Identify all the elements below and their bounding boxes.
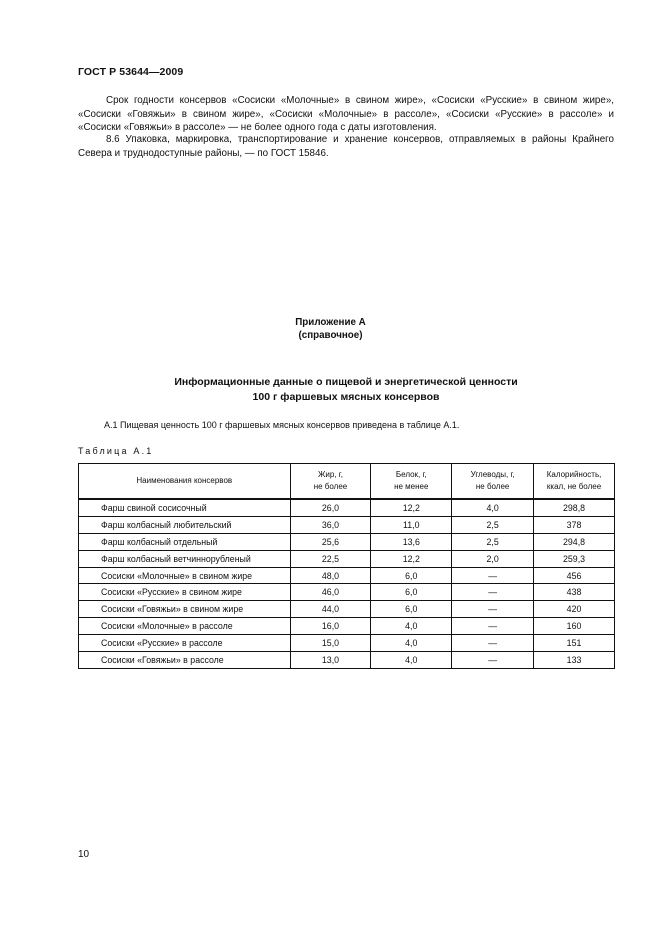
value-cell: 4,0 xyxy=(452,499,534,516)
value-cell: 438 xyxy=(534,584,615,601)
value-cell: 48,0 xyxy=(290,567,371,584)
value-cell: 2,5 xyxy=(452,533,534,550)
table-row xyxy=(79,516,615,533)
table-body xyxy=(79,499,615,668)
product-name-cell: Фарш колбасный любительский xyxy=(79,516,291,533)
value-cell: 2,0 xyxy=(452,550,534,567)
value-cell: — xyxy=(452,618,534,635)
table-header-row xyxy=(79,464,615,500)
value-cell: 4,0 xyxy=(371,618,452,635)
appendix-type: (справочное) xyxy=(298,330,363,341)
appendix-title-line-1: Информационные данные о пищевой и энергетической ценности xyxy=(174,376,518,388)
value-cell: — xyxy=(452,584,534,601)
table-header-cell: Жир, г, не более xyxy=(290,464,371,500)
appendix-title-line-2: 100 г фаршевых мясных консервов xyxy=(252,391,440,403)
value-cell: 25,6 xyxy=(290,533,371,550)
table-row xyxy=(79,635,615,652)
product-name-cell: Сосиски «Русские» в свином жире xyxy=(79,584,291,601)
value-cell: 2,5 xyxy=(452,516,534,533)
value-cell: 151 xyxy=(534,635,615,652)
document-header: ГОСТ Р 53644—2009 xyxy=(78,66,184,78)
paragraph-packaging xyxy=(78,133,614,160)
product-name-cell: Сосиски «Русские» в рассоле xyxy=(79,635,291,652)
paragraph-text: Срок годности консервов «Сосиски «Молочные» в свином жире», «Сосиски «Русские» в свином жире», «Сосиски «Говяжьи» в свином жире», «Сосиски «Молочные» в рассоле», «Сосиски «Русские» в рассоле» и «Сосиски «Говяжьи» в рассоле» — не более одного года с даты изготовления. xyxy=(78,95,614,133)
table-row xyxy=(79,499,615,516)
product-name-cell: Сосиски «Молочные» в рассоле xyxy=(79,618,291,635)
table-intro: А.1 Пищевая ценность 100 г фаршевых мясных консервов приведена в таблице А.1. xyxy=(104,420,460,430)
value-cell: 420 xyxy=(534,601,615,618)
value-cell: 259,3 xyxy=(534,550,615,567)
product-name-cell: Сосиски «Говяжьи» в свином жире xyxy=(79,601,291,618)
product-name-cell: Фарш колбасный отдельный xyxy=(79,533,291,550)
page-number: 10 xyxy=(78,849,90,860)
value-cell: 6,0 xyxy=(371,584,452,601)
value-cell: 4,0 xyxy=(371,652,452,669)
table-row xyxy=(79,601,615,618)
value-cell: 456 xyxy=(534,567,615,584)
value-cell: — xyxy=(452,567,534,584)
table-header-cell: Наименования консервов xyxy=(79,464,291,500)
value-cell: 44,0 xyxy=(290,601,371,618)
value-cell: 36,0 xyxy=(290,516,371,533)
paragraph-shelf-life xyxy=(78,94,614,135)
table-row xyxy=(79,550,615,567)
product-name-cell: Сосиски «Говяжьи» в рассоле xyxy=(79,652,291,669)
value-cell: 12,2 xyxy=(371,550,452,567)
table-row xyxy=(79,533,615,550)
value-cell: — xyxy=(452,652,534,669)
value-cell: — xyxy=(452,635,534,652)
value-cell: 22,5 xyxy=(290,550,371,567)
value-cell: 4,0 xyxy=(371,635,452,652)
product-name-cell: Фарш свиной сосисочный xyxy=(79,499,291,516)
value-cell: 298,8 xyxy=(534,499,615,516)
table-header-cell: Углеводы, г, не более xyxy=(452,464,534,500)
value-cell: 6,0 xyxy=(371,601,452,618)
value-cell: 26,0 xyxy=(290,499,371,516)
table-header-cell: Калорийность, ккал, не более xyxy=(534,464,615,500)
value-cell: 46,0 xyxy=(290,584,371,601)
product-name-cell: Фарш колбасный ветчиннорубленый xyxy=(79,550,291,567)
value-cell: 16,0 xyxy=(290,618,371,635)
table-header-cell: Белок, г, не менее xyxy=(371,464,452,500)
value-cell: — xyxy=(452,601,534,618)
value-cell: 133 xyxy=(534,652,615,669)
value-cell: 160 xyxy=(534,618,615,635)
value-cell: 13,0 xyxy=(290,652,371,669)
table-row xyxy=(79,567,615,584)
value-cell: 13,6 xyxy=(371,533,452,550)
value-cell: 294,8 xyxy=(534,533,615,550)
nutrition-table xyxy=(78,463,615,669)
value-cell: 12,2 xyxy=(371,499,452,516)
table-row xyxy=(79,652,615,669)
table-caption: Таблица А.1 xyxy=(78,446,154,456)
table-row xyxy=(79,584,615,601)
value-cell: 15,0 xyxy=(290,635,371,652)
value-cell: 11,0 xyxy=(371,516,452,533)
paragraph-text: 8.6 Упаковка, маркировка, транспортирование и хранение консервов, отправляемых в районы Крайнего Севера и труднодоступные районы, — по ГОСТ 15846. xyxy=(78,134,614,159)
value-cell: 6,0 xyxy=(371,567,452,584)
table-row xyxy=(79,618,615,635)
product-name-cell: Сосиски «Молочные» в свином жире xyxy=(79,567,291,584)
appendix-label: Приложение А xyxy=(295,317,366,328)
value-cell: 378 xyxy=(534,516,615,533)
